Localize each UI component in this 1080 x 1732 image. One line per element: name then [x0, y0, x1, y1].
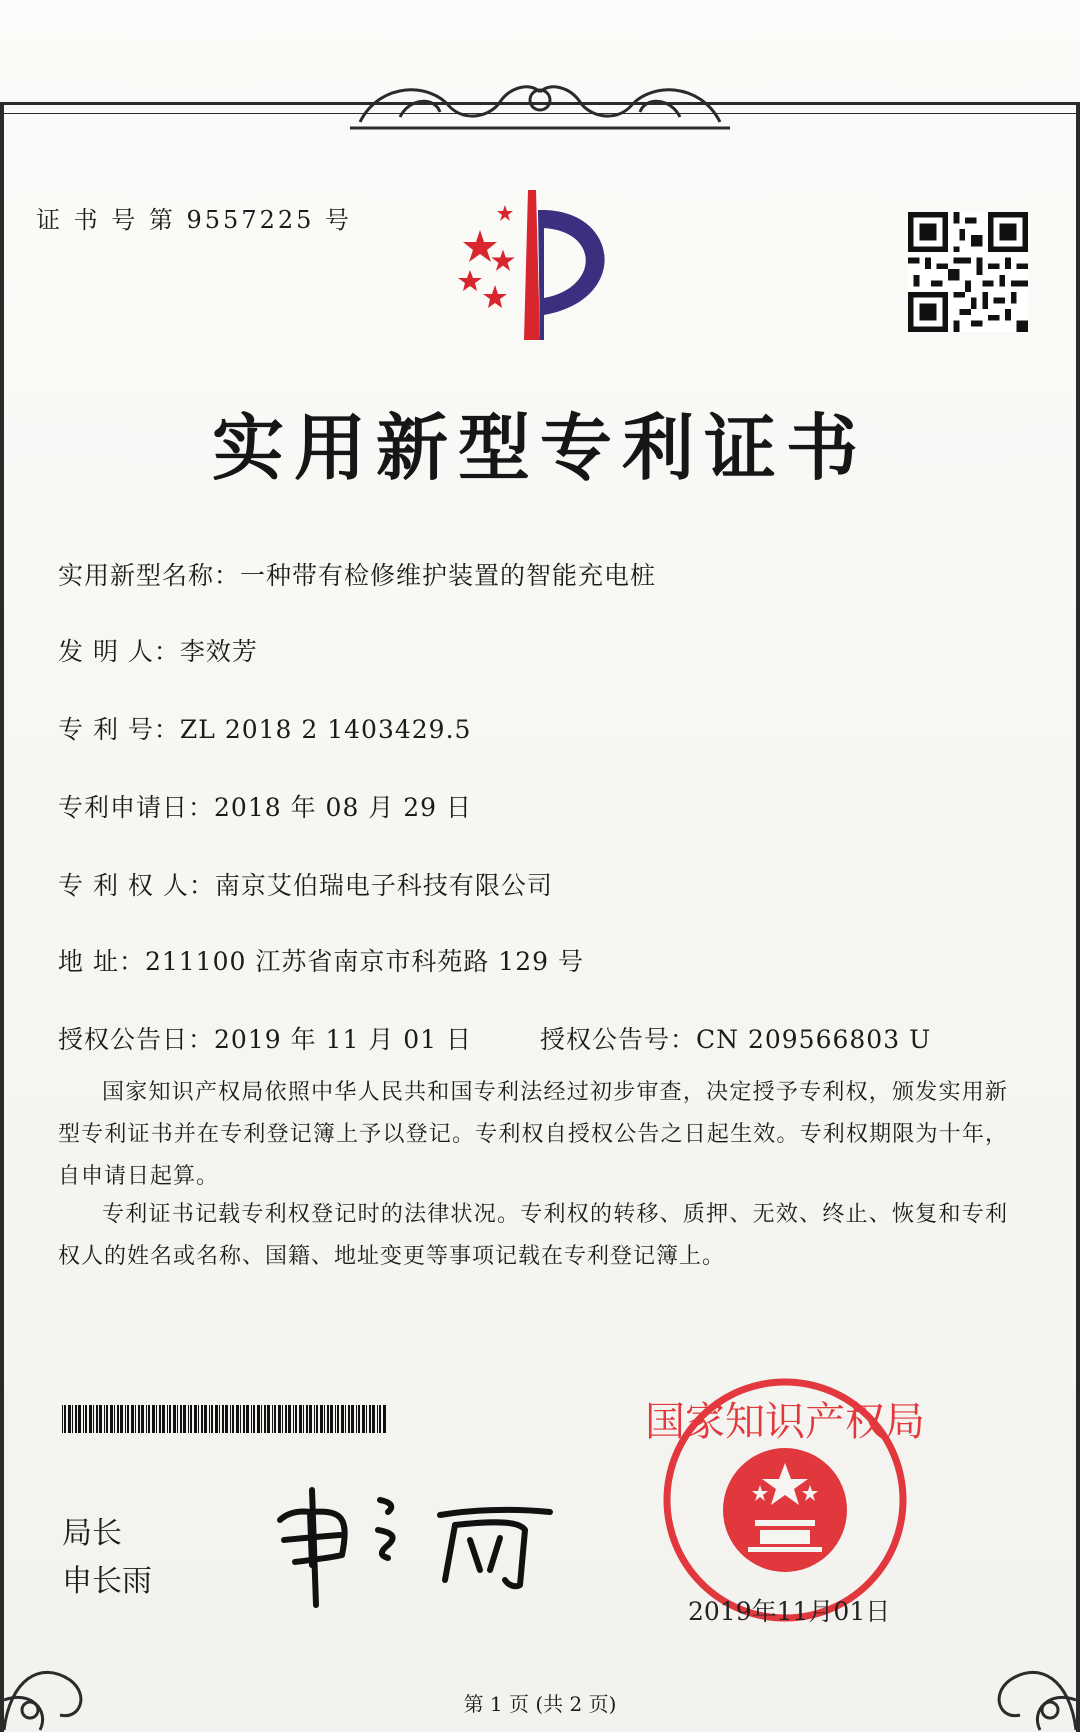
qr-code — [908, 212, 1028, 332]
director-title: 局长 — [62, 1516, 122, 1551]
director-signature — [270, 1470, 570, 1610]
field-label: 专利申请日： — [58, 793, 215, 822]
frame-left-border — [0, 102, 4, 1732]
patent-office-logo-icon — [440, 190, 640, 350]
statement-paragraph-2: 专利证书记载专利权登记时的法律状况。专利权的转移、质押、无效、终止、恢复和专利权人的姓名或名称、国籍、地址变更等事项记载在专利登记簿上。 — [58, 1202, 1008, 1269]
official-seal — [645, 1375, 925, 1625]
field-filing-date — [58, 788, 472, 824]
field-grant-date — [58, 1020, 472, 1056]
statement-paragraph-1: 国家知识产权局依照中华人民共和国专利法经过初步审查，决定授予专利权，颁发实用新型专利证书并在专利登记簿上予以登记。专利权自授权公告之日起生效。专利权期限为十年，自申请日起算。 — [58, 1080, 1008, 1189]
field-value: 南京艾伯瑞电子科技有限公司 — [214, 871, 553, 900]
page-number: 第 1 页 (共 2 页) — [463, 1692, 617, 1716]
field-label: 实用新型名称： — [58, 561, 241, 590]
field-label: 发 明 人： — [58, 637, 180, 666]
field-patent-number — [58, 710, 471, 746]
director-name: 申长雨 — [62, 1564, 152, 1599]
field-value: CN 209566803 U — [696, 1025, 932, 1054]
field-value: 2018 年 08 月 29 日 — [214, 793, 472, 822]
field-grant-number — [540, 1020, 931, 1056]
barcode — [62, 1405, 386, 1433]
field-value: 211100 江苏省南京市科苑路 129 号 — [144, 947, 584, 976]
field-patentee — [58, 866, 553, 902]
frame-top-border — [0, 102, 1080, 114]
field-address — [58, 942, 584, 978]
field-label: 地 址： — [58, 947, 145, 976]
seal-text: 国家知识产权局 — [645, 1399, 925, 1445]
field-label: 授权公告日： — [58, 1025, 215, 1054]
field-utility-model-name — [58, 556, 656, 592]
field-value: 2019 年 11 月 01 日 — [214, 1025, 472, 1054]
field-label: 专 利 权 人： — [58, 871, 215, 900]
document-title: 实用新型专利证书 — [211, 405, 868, 490]
field-inventor — [58, 632, 258, 668]
certificate-number: 证 书 号 第 9557225 号 — [36, 206, 353, 234]
frame-right-border — [1076, 102, 1080, 1732]
field-value: 李效芳 — [179, 637, 258, 666]
field-label: 专 利 号： — [58, 715, 180, 744]
field-label: 授权公告号： — [540, 1025, 697, 1054]
field-value: ZL 2018 2 1403429.5 — [179, 715, 472, 744]
seal-date: 2019年11月01日 — [688, 1597, 891, 1626]
field-value: 一种带有检修维护装置的智能充电桩 — [240, 561, 657, 590]
